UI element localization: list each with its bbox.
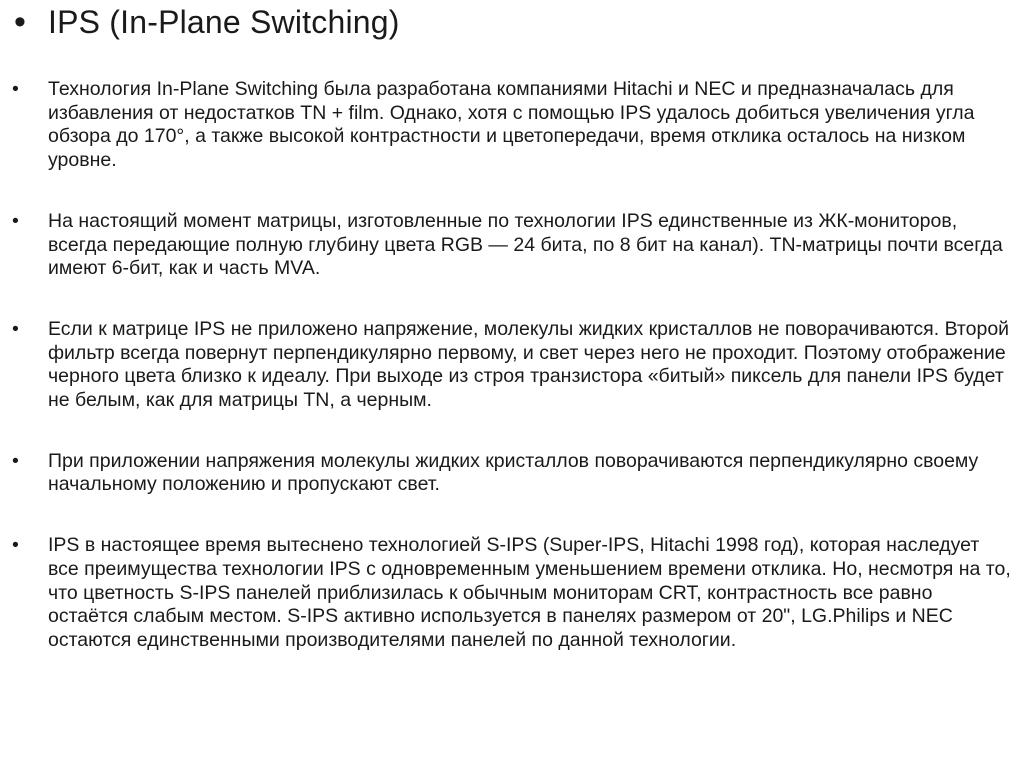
bullet-marker: • <box>12 78 19 100</box>
bullet-text: Технология In-Plane Switching была разработана компаниями Hitachi и NEC и предназначалась для избавления от недостатков TN + film. Однако, хотя с помощью IPS удалось добиться увеличения угла обзора до 170°, а также высокой контрастности и цветопередачи, время отклика осталось на низком уровне. <box>48 78 975 172</box>
bullet-text: IPS в настоящее время вытеснено технологией S-IPS (Super-IPS, Hitachi 1998 год), которая наследует все преимущества технологии IPS с одновременным уменьшением времени отклика. Но, несмотря на то, что цветность S-IPS панелей приблизилась к обычным мониторам CRT, контрастность все равно остаётся слабым местом. S-IPS активно используется в панелях размером от 20", LG.Philips и NEC остаются единственными производителями панелей по данной технологии. <box>48 534 1011 651</box>
bullet-item <box>10 210 1014 281</box>
bullet-item <box>10 450 1014 497</box>
bullet-marker: • <box>12 449 19 472</box>
bullet-item <box>10 318 1014 413</box>
bullet-text: На настоящий момент матрицы, изготовленные по технологии IPS единственные из ЖК-мониторов, всегда передающие полную глубину цвета RGB — 24 бита, по 8 бит на канал). TN-матрицы почти всегда имеют 6-бит, как и часть MVA. <box>48 209 1003 280</box>
bullet-marker: • <box>12 534 19 557</box>
bullet-item <box>10 534 1014 653</box>
bullet-marker: • <box>12 317 19 340</box>
bullet-text: Если к матрице IPS не приложено напряжение, молекулы жидких кристаллов не поворачиваются. Второй фильтр всегда повернут перпендикулярно первому, и свет через него не проходит. Поэтому отображение черного цвета близко к идеалу. При выходе из строя транзистора «битый» пиксель для панели IPS будет не белым, как для матрицы TN, а черным. <box>48 317 1010 412</box>
slide-title: IPS (In-Plane Switching) <box>48 4 400 40</box>
bullet-marker: • <box>12 209 19 232</box>
bullet-list <box>10 78 1014 653</box>
title-row <box>14 2 400 42</box>
bullet-item <box>10 78 1014 173</box>
title-bullet: • <box>14 3 26 41</box>
bullet-text: При приложении напряжения молекулы жидких кристаллов поворачиваются перпендикулярно своему начальному положению и пропускают свет. <box>48 449 979 496</box>
